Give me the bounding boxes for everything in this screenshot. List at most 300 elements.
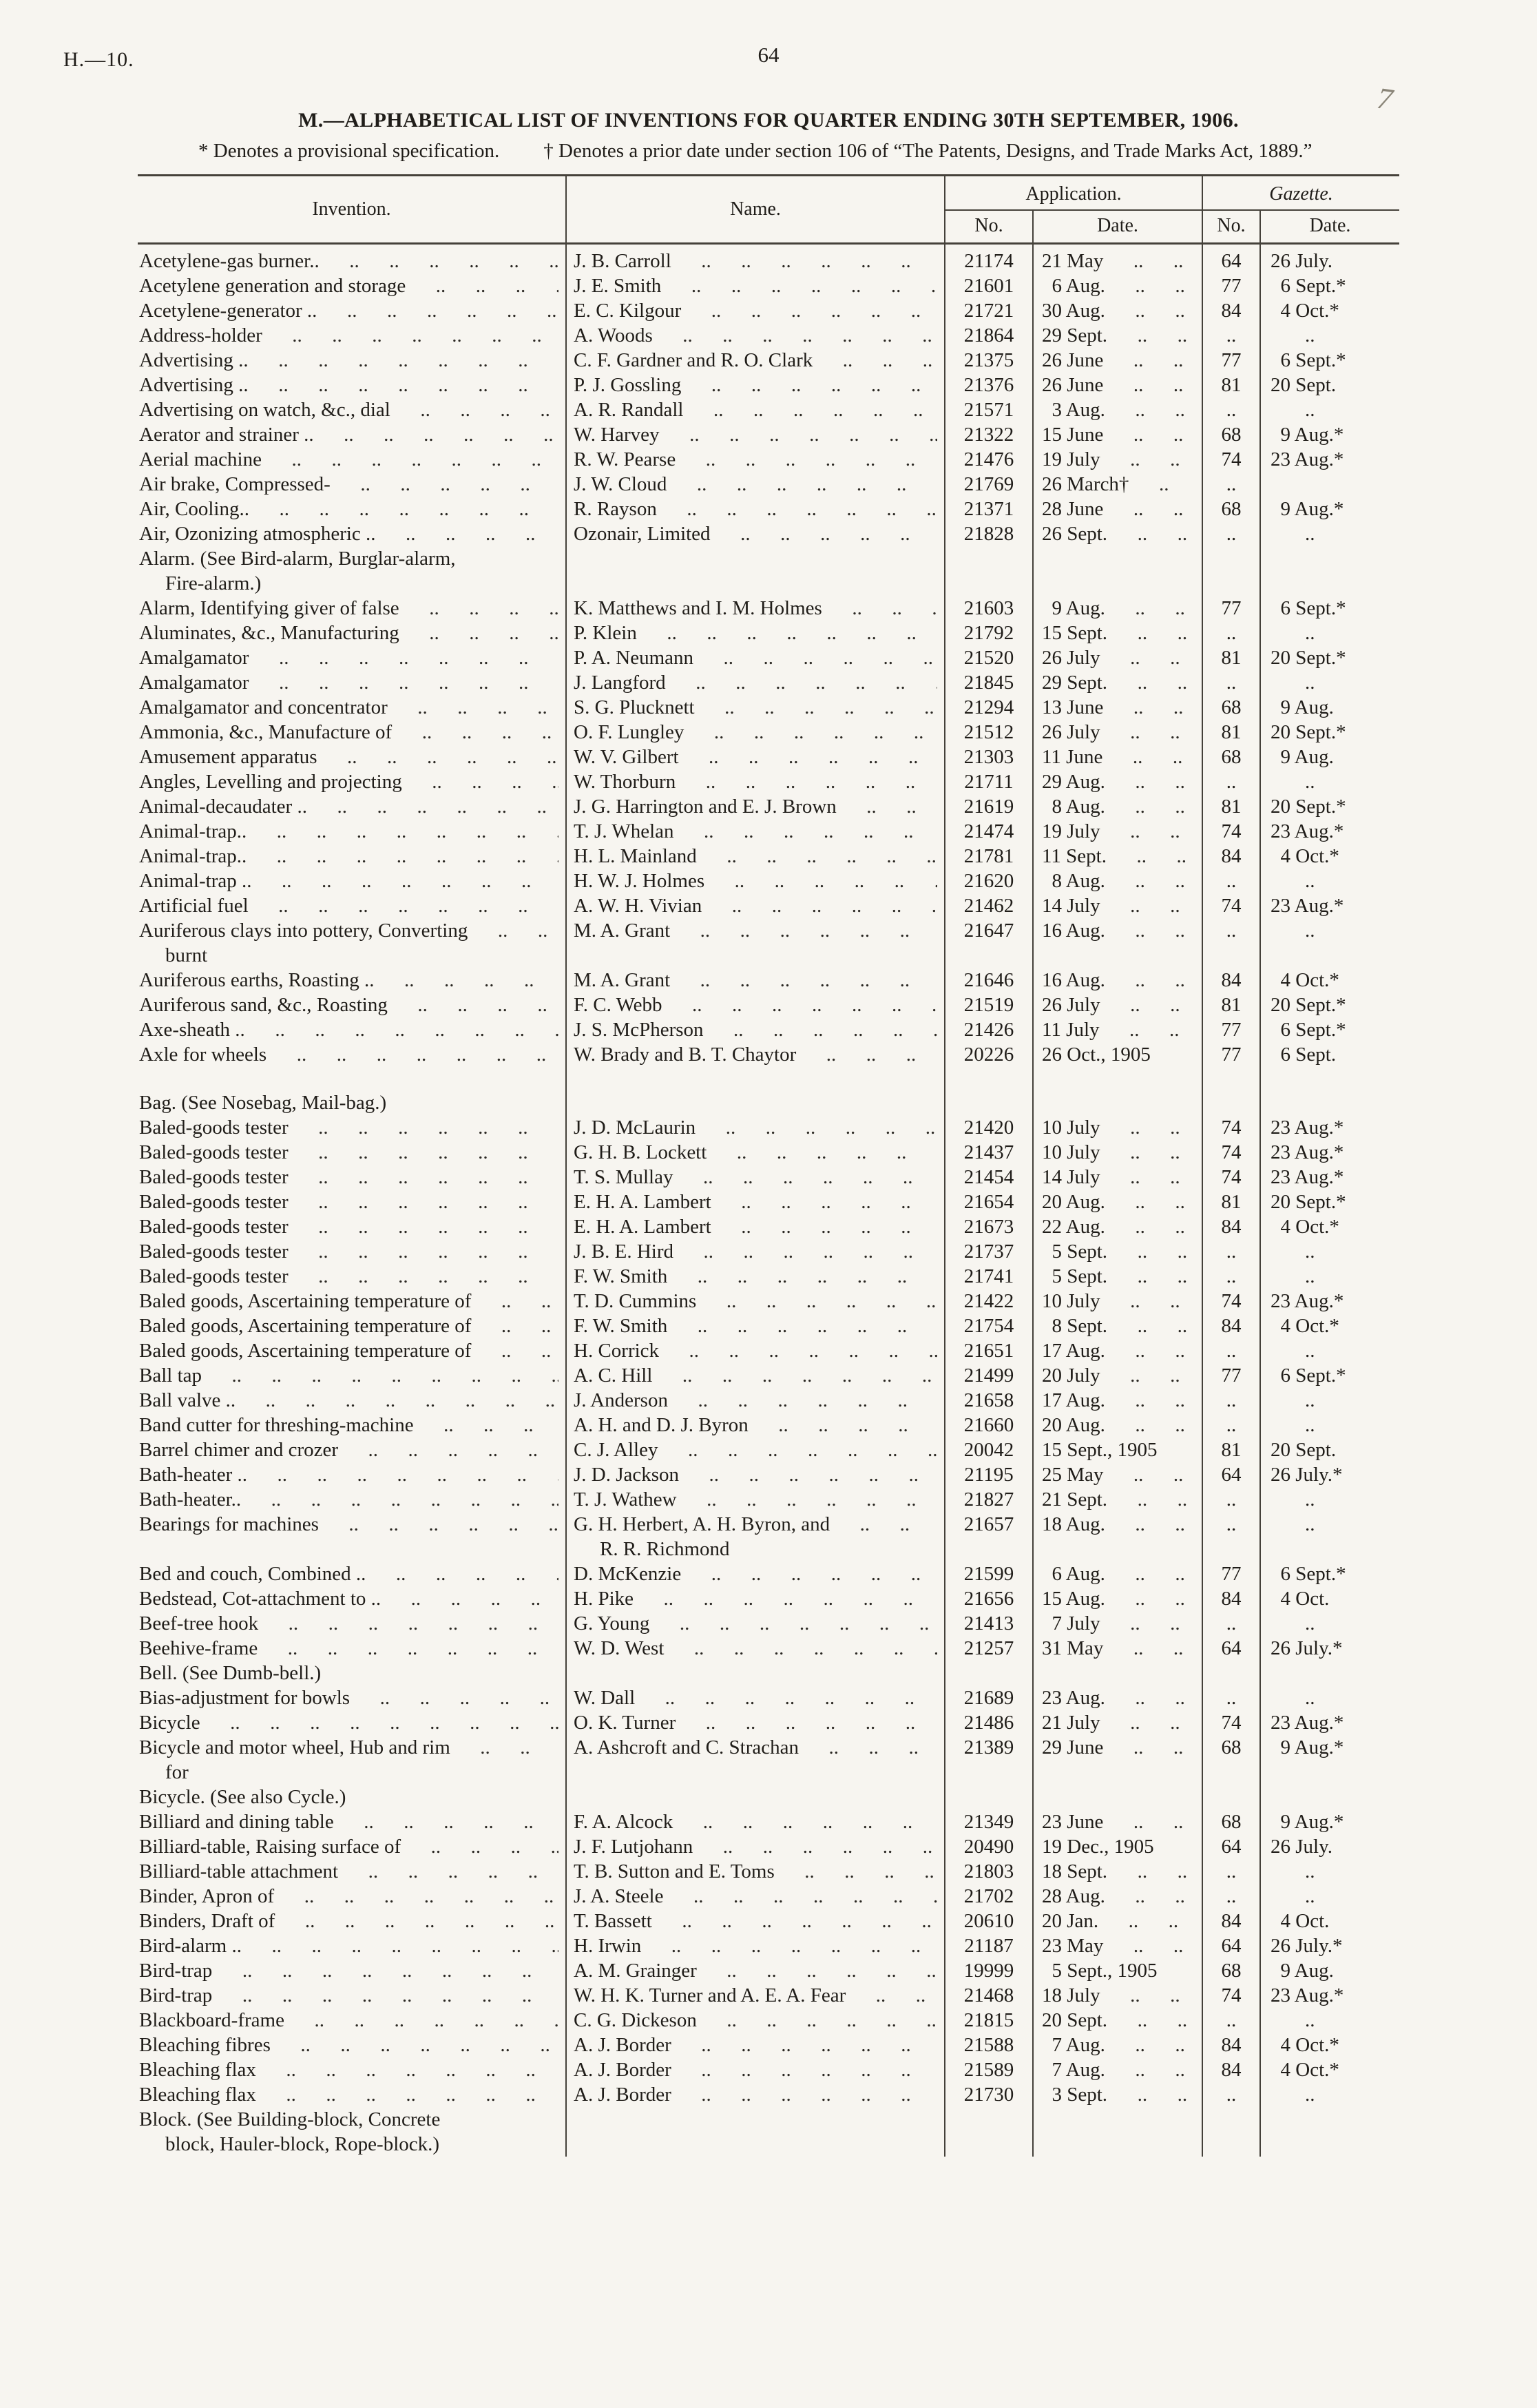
invention-row bbox=[138, 348, 1399, 373]
column-header-invention: Invention. bbox=[138, 176, 566, 244]
application-date-cell: 15 Sept., 1905 bbox=[1033, 1437, 1202, 1462]
invention-row bbox=[138, 1487, 1399, 1512]
application-no-cell bbox=[945, 1785, 1033, 1809]
patentee-name-cell: A. Ashcroft and C. Strachan .. bbox=[566, 1735, 945, 1785]
gazette-date-cell: 23 Aug.* bbox=[1260, 893, 1399, 918]
patentee-name-cell: W. Thorburn .. bbox=[566, 769, 945, 794]
gazette-no-cell: .. bbox=[1202, 472, 1260, 497]
invention-row bbox=[138, 670, 1399, 695]
patentee-name-cell: H. Irwin .. bbox=[566, 1933, 945, 1958]
gazette-no-cell: 74 bbox=[1202, 893, 1260, 918]
gazette-no-cell: 81 bbox=[1202, 373, 1260, 397]
application-date-cell: 16 Aug. .. bbox=[1033, 968, 1202, 993]
application-date-cell: 10 July .. bbox=[1033, 1115, 1202, 1140]
gazette-date-cell: .. bbox=[1260, 869, 1399, 893]
application-date-cell: 20 Aug. .. bbox=[1033, 1190, 1202, 1214]
application-no-cell: 21730 bbox=[945, 2082, 1033, 2107]
gazette-date-cell bbox=[1260, 1067, 1399, 1115]
gazette-date-cell: .. bbox=[1260, 621, 1399, 645]
column-group-gazette: Gazette. bbox=[1202, 176, 1399, 211]
gazette-no-cell: 84 bbox=[1202, 1586, 1260, 1611]
invention-cell: Bell. (See Dumb-bell.) bbox=[139, 1662, 322, 1684]
gazette-no-cell: 84 bbox=[1202, 2057, 1260, 2082]
application-no-cell: 21512 bbox=[945, 720, 1033, 745]
application-date-cell: 26 July .. bbox=[1033, 993, 1202, 1017]
application-no-cell: 21658 bbox=[945, 1388, 1033, 1413]
application-no-cell: 21303 bbox=[945, 745, 1033, 769]
application-date-cell: 8 Aug. .. bbox=[1033, 794, 1202, 819]
gazette-no-cell: 68 bbox=[1202, 497, 1260, 521]
application-no-cell: 21257 bbox=[945, 1636, 1033, 1661]
patentee-name-cell: O. K. Turner .. bbox=[566, 1710, 945, 1735]
patentee-name-cell: J. W. Cloud .. bbox=[566, 472, 945, 497]
gazette-date-cell: .. bbox=[1260, 397, 1399, 422]
invention-row bbox=[138, 1586, 1399, 1611]
patentee-name-cell: M. A. Grant .. bbox=[566, 918, 945, 968]
application-no-cell: 21827 bbox=[945, 1487, 1033, 1512]
application-no-cell: 21571 bbox=[945, 397, 1033, 422]
invention-cell: Binder, Apron of .. bbox=[138, 1884, 566, 1909]
patentee-name-cell: J. Anderson .. bbox=[566, 1388, 945, 1413]
gazette-no-cell: .. bbox=[1202, 1413, 1260, 1437]
gazette-date-cell: 9 Aug.* bbox=[1260, 1735, 1399, 1785]
application-date-cell: 11 June .. bbox=[1033, 745, 1202, 769]
application-date-cell bbox=[1033, 2107, 1202, 2157]
invention-cell: Auriferous earths, Roasting .. .. bbox=[138, 968, 566, 993]
patentee-name-cell bbox=[566, 1661, 945, 1685]
patentee-name-cell: G. H. B. Lockett .. bbox=[566, 1140, 945, 1165]
gazette-date-cell: 4 Oct.* bbox=[1260, 2057, 1399, 2082]
cross-reference-row bbox=[138, 1785, 1399, 1809]
gazette-date-cell: .. bbox=[1260, 1264, 1399, 1289]
gazette-date-cell: 6 Sept.* bbox=[1260, 1363, 1399, 1388]
gazette-date-cell bbox=[1260, 1661, 1399, 1685]
gazette-no-cell: 68 bbox=[1202, 695, 1260, 720]
cross-reference-row bbox=[138, 2107, 1399, 2157]
application-date-cell: 5 Sept. .. bbox=[1033, 1264, 1202, 1289]
gazette-date-cell: .. bbox=[1260, 323, 1399, 348]
gazette-date-cell: .. bbox=[1260, 1487, 1399, 1512]
invention-row bbox=[138, 1462, 1399, 1487]
application-no-cell: 21588 bbox=[945, 2033, 1033, 2057]
patentee-name-cell: J. B. E. Hird .. bbox=[566, 1239, 945, 1264]
invention-row bbox=[138, 298, 1399, 323]
application-no-cell: 21711 bbox=[945, 769, 1033, 794]
application-date-cell: 23 June .. bbox=[1033, 1809, 1202, 1834]
gazette-date-cell: .. bbox=[1260, 2082, 1399, 2107]
application-no-cell: 21654 bbox=[945, 1190, 1033, 1214]
patentee-name-cell: A. Woods .. bbox=[566, 323, 945, 348]
application-no-cell: 21754 bbox=[945, 1314, 1033, 1338]
patentee-name-cell bbox=[566, 1785, 945, 1809]
invention-row bbox=[138, 794, 1399, 819]
application-date-cell: 15 Aug. .. bbox=[1033, 1586, 1202, 1611]
patentee-name-cell: H. Pike .. bbox=[566, 1586, 945, 1611]
application-no-cell: 21660 bbox=[945, 1413, 1033, 1437]
application-no-cell: 21486 bbox=[945, 1710, 1033, 1735]
gazette-date-cell: .. bbox=[1260, 769, 1399, 794]
invention-cell: Baled goods, Ascertaining temperature of .. bbox=[138, 1289, 566, 1314]
gazette-date-cell: .. bbox=[1260, 1685, 1399, 1710]
application-no-cell: 21792 bbox=[945, 621, 1033, 645]
gazette-date-cell: .. bbox=[1260, 1388, 1399, 1413]
patentee-name-cell: F. A. Alcock .. bbox=[566, 1809, 945, 1834]
patentee-name-cell: S. G. Plucknett .. bbox=[566, 695, 945, 720]
patentee-name-cell: T. J. Whelan .. bbox=[566, 819, 945, 844]
column-header-application-no: No. bbox=[945, 210, 1033, 244]
patentee-name-cell: C. G. Dickeson .. bbox=[566, 2008, 945, 2033]
invention-cell: Bearings for machines .. bbox=[138, 1512, 566, 1561]
patentee-name-cell: F. W. Smith .. bbox=[566, 1264, 945, 1289]
patentee-name-cell: T. D. Cummins .. bbox=[566, 1289, 945, 1314]
gazette-date-cell: .. bbox=[1260, 670, 1399, 695]
gazette-date-cell: 20 Sept. bbox=[1260, 1437, 1399, 1462]
gazette-no-cell: 74 bbox=[1202, 1710, 1260, 1735]
gazette-date-cell: 9 Aug. bbox=[1260, 695, 1399, 720]
masthead bbox=[0, 0, 1537, 117]
invention-cell: Air brake, Compressed- .. bbox=[138, 472, 566, 497]
application-no-cell: 21349 bbox=[945, 1809, 1033, 1834]
page-content bbox=[0, 109, 1537, 2157]
application-date-cell: 29 June .. bbox=[1033, 1735, 1202, 1785]
gazette-date-cell: .. bbox=[1260, 1413, 1399, 1437]
application-no-cell: 21646 bbox=[945, 968, 1033, 993]
gazette-date-cell: 20 Sept. bbox=[1260, 373, 1399, 397]
invention-row bbox=[138, 819, 1399, 844]
gazette-date-cell: 6 Sept. bbox=[1260, 1042, 1399, 1067]
table-header bbox=[138, 176, 1399, 244]
gazette-no-cell: .. bbox=[1202, 1264, 1260, 1289]
column-header-gazette-no: No. bbox=[1202, 210, 1260, 244]
gazette-date-cell: 23 Aug.* bbox=[1260, 1289, 1399, 1314]
application-date-cell: 10 July .. bbox=[1033, 1289, 1202, 1314]
invention-cell: Bleaching fibres .. bbox=[138, 2033, 566, 2057]
application-no-cell: 21864 bbox=[945, 323, 1033, 348]
gazette-no-cell: 84 bbox=[1202, 1314, 1260, 1338]
patentee-name-cell: W. Brady and B. T. Chaytor .. bbox=[566, 1042, 945, 1067]
invention-cell: Baled-goods tester .. bbox=[138, 1214, 566, 1239]
gazette-no-cell: 84 bbox=[1202, 1214, 1260, 1239]
gazette-no-cell: 77 bbox=[1202, 1363, 1260, 1388]
patentee-name-cell: J. D. McLaurin .. bbox=[566, 1115, 945, 1140]
application-no-cell: 21454 bbox=[945, 1165, 1033, 1190]
patentee-name-cell: R. W. Pearse .. bbox=[566, 447, 945, 472]
application-date-cell: 29 Sept. .. bbox=[1033, 323, 1202, 348]
patentee-name-cell: T. Bassett .. bbox=[566, 1909, 945, 1933]
patentee-name-cell: E. H. A. Lambert .. bbox=[566, 1214, 945, 1239]
application-date-cell: 26 Sept. .. bbox=[1033, 521, 1202, 546]
application-no-cell: 21468 bbox=[945, 1983, 1033, 2008]
gazette-date-cell: 26 July.* bbox=[1260, 1462, 1399, 1487]
application-no-cell: 21437 bbox=[945, 1140, 1033, 1165]
gazette-date-cell: 23 Aug.* bbox=[1260, 819, 1399, 844]
invention-row bbox=[138, 521, 1399, 546]
gazette-date-cell: 23 Aug.* bbox=[1260, 1983, 1399, 2008]
footnote-prior-date: † Denotes a prior date under section 106 of “The Patents, Designs, and Trade Marks Act, 1889.” bbox=[543, 140, 1313, 162]
application-date-cell: 3 Aug. .. bbox=[1033, 397, 1202, 422]
invention-row bbox=[138, 745, 1399, 769]
patentee-name-cell: A. C. Hill .. bbox=[566, 1363, 945, 1388]
gazette-date-cell: 4 Oct.* bbox=[1260, 2033, 1399, 2057]
patentee-name-cell: W. Dall .. bbox=[566, 1685, 945, 1710]
application-date-cell: 28 Aug. .. bbox=[1033, 1884, 1202, 1909]
gazette-no-cell: 84 bbox=[1202, 298, 1260, 323]
invention-cell: Baled-goods tester .. bbox=[138, 1140, 566, 1165]
invention-cell: Animal-trap.. .. bbox=[138, 844, 566, 869]
application-no-cell: 21803 bbox=[945, 1859, 1033, 1884]
application-date-cell: 8 Sept. .. bbox=[1033, 1314, 1202, 1338]
application-date-cell: 6 Aug. .. bbox=[1033, 1561, 1202, 1586]
application-date-cell: 26 Oct., 1905 bbox=[1033, 1042, 1202, 1067]
application-date-cell: 17 Aug. .. bbox=[1033, 1338, 1202, 1363]
invention-cell: Address-holder .. bbox=[138, 323, 566, 348]
application-no-cell: 21589 bbox=[945, 2057, 1033, 2082]
application-date-cell: 26 June .. bbox=[1033, 348, 1202, 373]
application-no-cell: 21601 bbox=[945, 273, 1033, 298]
application-date-cell: 26 June .. bbox=[1033, 373, 1202, 397]
patentee-name-cell: P. Klein .. bbox=[566, 621, 945, 645]
gazette-no-cell: 77 bbox=[1202, 273, 1260, 298]
invention-row bbox=[138, 1115, 1399, 1140]
invention-row bbox=[138, 769, 1399, 794]
application-date-cell: 14 July .. bbox=[1033, 1165, 1202, 1190]
application-no-cell: 21371 bbox=[945, 497, 1033, 521]
invention-cell: Artificial fuel .. bbox=[138, 893, 566, 918]
invention-cell: Ball tap .. bbox=[138, 1363, 566, 1388]
application-date-cell: 15 June .. bbox=[1033, 422, 1202, 447]
patentee-name-cell: J. D. Jackson .. bbox=[566, 1462, 945, 1487]
invention-row bbox=[138, 1140, 1399, 1165]
invention-row bbox=[138, 1983, 1399, 2008]
invention-cell: Beef-tree hook .. bbox=[138, 1611, 566, 1636]
patentee-name-cell: D. McKenzie .. bbox=[566, 1561, 945, 1586]
invention-row bbox=[138, 1190, 1399, 1214]
application-date-cell: 28 June .. bbox=[1033, 497, 1202, 521]
application-no-cell: 21195 bbox=[945, 1462, 1033, 1487]
patentee-name-cell: H. L. Mainland .. bbox=[566, 844, 945, 869]
invention-cell: Advertising .. .. bbox=[138, 348, 566, 373]
gazette-no-cell: .. bbox=[1202, 521, 1260, 546]
gazette-no-cell: 68 bbox=[1202, 1958, 1260, 1983]
patentee-name-cell: A. M. Grainger .. bbox=[566, 1958, 945, 1983]
invention-cell: Baled goods, Ascertaining temperature of .. bbox=[138, 1338, 566, 1363]
application-date-cell: 3 Sept. .. bbox=[1033, 2082, 1202, 2107]
invention-row bbox=[138, 918, 1399, 968]
application-date-cell: 17 Aug. .. bbox=[1033, 1388, 1202, 1413]
invention-cell: Axle for wheels .. bbox=[138, 1042, 566, 1067]
application-no-cell: 19999 bbox=[945, 1958, 1033, 1983]
gazette-date-cell: 6 Sept.* bbox=[1260, 596, 1399, 621]
gazette-no-cell: 74 bbox=[1202, 1140, 1260, 1165]
footnote-legend bbox=[138, 139, 1399, 163]
application-no-cell: 21769 bbox=[945, 472, 1033, 497]
gazette-no-cell: 74 bbox=[1202, 1165, 1260, 1190]
gazette-date-cell: 26 July.* bbox=[1260, 1636, 1399, 1661]
gazette-date-cell: 23 Aug.* bbox=[1260, 1115, 1399, 1140]
application-date-cell: 31 May .. bbox=[1033, 1636, 1202, 1661]
application-no-cell: 21815 bbox=[945, 2008, 1033, 2033]
application-no-cell: 21647 bbox=[945, 918, 1033, 968]
gazette-date-cell: 20 Sept.* bbox=[1260, 720, 1399, 745]
invention-row bbox=[138, 1859, 1399, 1884]
application-date-cell: 11 Sept. .. bbox=[1033, 844, 1202, 869]
patentee-name-cell: H. Corrick .. bbox=[566, 1338, 945, 1363]
patentee-name-cell: J. Langford .. bbox=[566, 670, 945, 695]
application-date-cell: 19 Dec., 1905 bbox=[1033, 1834, 1202, 1859]
gazette-date-cell: 9 Aug.* bbox=[1260, 497, 1399, 521]
gazette-date-cell: 20 Sept.* bbox=[1260, 1190, 1399, 1214]
invention-row bbox=[138, 1017, 1399, 1042]
gazette-no-cell: 81 bbox=[1202, 1437, 1260, 1462]
application-date-cell: 26 July .. bbox=[1033, 720, 1202, 745]
patentee-name-cell bbox=[566, 1067, 945, 1115]
application-date-cell: 26 March† .. bbox=[1033, 472, 1202, 497]
application-date-cell: 15 Sept. .. bbox=[1033, 621, 1202, 645]
application-date-cell: 21 July .. bbox=[1033, 1710, 1202, 1735]
gazette-no-cell bbox=[1202, 2107, 1260, 2157]
invention-cell: Air, Ozonizing atmospheric .. .. bbox=[138, 521, 566, 546]
application-no-cell: 21474 bbox=[945, 819, 1033, 844]
invention-row bbox=[138, 621, 1399, 645]
application-no-cell: 21702 bbox=[945, 1884, 1033, 1909]
application-date-cell: 22 Aug. .. bbox=[1033, 1214, 1202, 1239]
invention-cell: Baled-goods tester .. bbox=[138, 1239, 566, 1264]
patentee-name-cell: M. A. Grant .. bbox=[566, 968, 945, 993]
invention-row bbox=[138, 1685, 1399, 1710]
invention-cell: Bag. (See Nosebag, Mail-bag.) bbox=[139, 1092, 387, 1114]
invention-row bbox=[138, 2033, 1399, 2057]
gazette-date-cell bbox=[1260, 1785, 1399, 1809]
gazette-date-cell: 4 Oct.* bbox=[1260, 968, 1399, 993]
invention-row bbox=[138, 497, 1399, 521]
patentee-name-cell: O. F. Lungley .. bbox=[566, 720, 945, 745]
application-date-cell: 7 July .. bbox=[1033, 1611, 1202, 1636]
application-no-cell: 21620 bbox=[945, 869, 1033, 893]
application-no-cell: 20610 bbox=[945, 1909, 1033, 1933]
gazette-no-cell: .. bbox=[1202, 1859, 1260, 1884]
application-no-cell: 21603 bbox=[945, 596, 1033, 621]
patentee-name-cell: J. A. Steele .. bbox=[566, 1884, 945, 1909]
invention-cell: Bicycle. (See also Cycle.) bbox=[139, 1786, 346, 1808]
application-date-cell: 16 Aug. .. bbox=[1033, 918, 1202, 968]
application-no-cell: 21294 bbox=[945, 695, 1033, 720]
application-no-cell: 21781 bbox=[945, 844, 1033, 869]
invention-row bbox=[138, 645, 1399, 670]
gazette-date-cell: 9 Aug. bbox=[1260, 745, 1399, 769]
gazette-date-cell: .. bbox=[1260, 1512, 1399, 1561]
patentee-name-cell: P. A. Neumann .. bbox=[566, 645, 945, 670]
cross-reference-row bbox=[138, 1067, 1399, 1115]
gazette-no-cell: 77 bbox=[1202, 1561, 1260, 1586]
application-no-cell: 21828 bbox=[945, 521, 1033, 546]
application-no-cell: 21721 bbox=[945, 298, 1033, 323]
patentee-name-cell: W. H. K. Turner and A. E. A. Fear .. bbox=[566, 1983, 945, 2008]
application-no-cell: 21462 bbox=[945, 893, 1033, 918]
invention-row bbox=[138, 2082, 1399, 2107]
application-no-cell: 20042 bbox=[945, 1437, 1033, 1462]
gazette-no-cell: 74 bbox=[1202, 447, 1260, 472]
invention-cell: Animal-trap .. .. bbox=[138, 869, 566, 893]
application-date-cell: 11 July .. bbox=[1033, 1017, 1202, 1042]
gazette-no-cell: .. bbox=[1202, 869, 1260, 893]
invention-cell: Bird-trap .. bbox=[138, 1983, 566, 2008]
invention-cell: Alarm. (See Bird-alarm, Burglar-alarm, Fire-alarm.) bbox=[139, 548, 456, 594]
handwritten-mark: 7 bbox=[1374, 81, 1395, 117]
gazette-date-cell: 23 Aug.* bbox=[1260, 1165, 1399, 1190]
invention-cell: Aerator and strainer .. .. bbox=[138, 422, 566, 447]
invention-cell: Alarm, Identifying giver of false .. bbox=[138, 596, 566, 621]
application-date-cell: 23 May .. bbox=[1033, 1933, 1202, 1958]
gazette-no-cell: .. bbox=[1202, 2082, 1260, 2107]
gazette-date-cell: .. bbox=[1260, 918, 1399, 968]
gazette-no-cell: 81 bbox=[1202, 645, 1260, 670]
invention-cell: Amusement apparatus .. bbox=[138, 745, 566, 769]
gazette-no-cell: 77 bbox=[1202, 1042, 1260, 1067]
application-date-cell bbox=[1033, 1067, 1202, 1115]
application-no-cell: 21476 bbox=[945, 447, 1033, 472]
invention-row bbox=[138, 1413, 1399, 1437]
application-no-cell bbox=[945, 546, 1033, 596]
patentee-name-cell: G. H. Herbert, A. H. Byron, and .. R. R. Richmond bbox=[566, 1512, 945, 1561]
application-date-cell bbox=[1033, 1661, 1202, 1685]
invention-cell: Billiard and dining table .. bbox=[138, 1809, 566, 1834]
application-no-cell: 21389 bbox=[945, 1735, 1033, 1785]
gazette-no-cell: .. bbox=[1202, 323, 1260, 348]
application-date-cell: 14 July .. bbox=[1033, 893, 1202, 918]
gazette-no-cell: .. bbox=[1202, 918, 1260, 968]
invention-row bbox=[138, 472, 1399, 497]
report-code: H.—10. bbox=[63, 48, 134, 71]
application-date-cell: 19 July .. bbox=[1033, 819, 1202, 844]
patentee-name-cell: E. H. A. Lambert .. bbox=[566, 1190, 945, 1214]
gazette-date-cell: .. bbox=[1260, 1239, 1399, 1264]
gazette-no-cell: 84 bbox=[1202, 2033, 1260, 2057]
patentee-name-cell: C. J. Alley .. bbox=[566, 1437, 945, 1462]
invention-cell: Billiard-table attachment .. bbox=[138, 1859, 566, 1884]
invention-row bbox=[138, 893, 1399, 918]
invention-row bbox=[138, 993, 1399, 1017]
invention-cell: Baled-goods tester .. bbox=[138, 1115, 566, 1140]
gazette-no-cell: .. bbox=[1202, 769, 1260, 794]
application-no-cell: 21174 bbox=[945, 244, 1033, 274]
patentee-name-cell: A. J. Border .. bbox=[566, 2082, 945, 2107]
invention-row bbox=[138, 1289, 1399, 1314]
gazette-no-cell: 74 bbox=[1202, 1983, 1260, 2008]
invention-row bbox=[138, 1042, 1399, 1067]
invention-cell: Ammonia, &c., Manufacture of .. bbox=[138, 720, 566, 745]
application-date-cell: 25 May .. bbox=[1033, 1462, 1202, 1487]
gazette-date-cell bbox=[1260, 472, 1399, 497]
patentee-name-cell: P. J. Gossling .. bbox=[566, 373, 945, 397]
gazette-no-cell: .. bbox=[1202, 621, 1260, 645]
patentee-name-cell bbox=[566, 546, 945, 596]
invention-cell: Bed and couch, Combined .. .. bbox=[138, 1561, 566, 1586]
invention-cell: Aerial machine .. bbox=[138, 447, 566, 472]
invention-row bbox=[138, 373, 1399, 397]
gazette-no-cell: .. bbox=[1202, 2008, 1260, 2033]
gazette-date-cell: .. bbox=[1260, 1859, 1399, 1884]
invention-row bbox=[138, 1437, 1399, 1462]
invention-cell: Bleaching flax .. bbox=[138, 2082, 566, 2107]
invention-cell: Air, Cooling.. .. bbox=[138, 497, 566, 521]
invention-cell: Bicycle .. bbox=[138, 1710, 566, 1735]
invention-cell: Advertising on watch, &c., dial .. bbox=[138, 397, 566, 422]
invention-row bbox=[138, 1958, 1399, 1983]
gazette-no-cell: 81 bbox=[1202, 794, 1260, 819]
application-date-cell: 29 Sept. .. bbox=[1033, 670, 1202, 695]
invention-cell: Angles, Levelling and projecting .. bbox=[138, 769, 566, 794]
gazette-date-cell: .. bbox=[1260, 2008, 1399, 2033]
